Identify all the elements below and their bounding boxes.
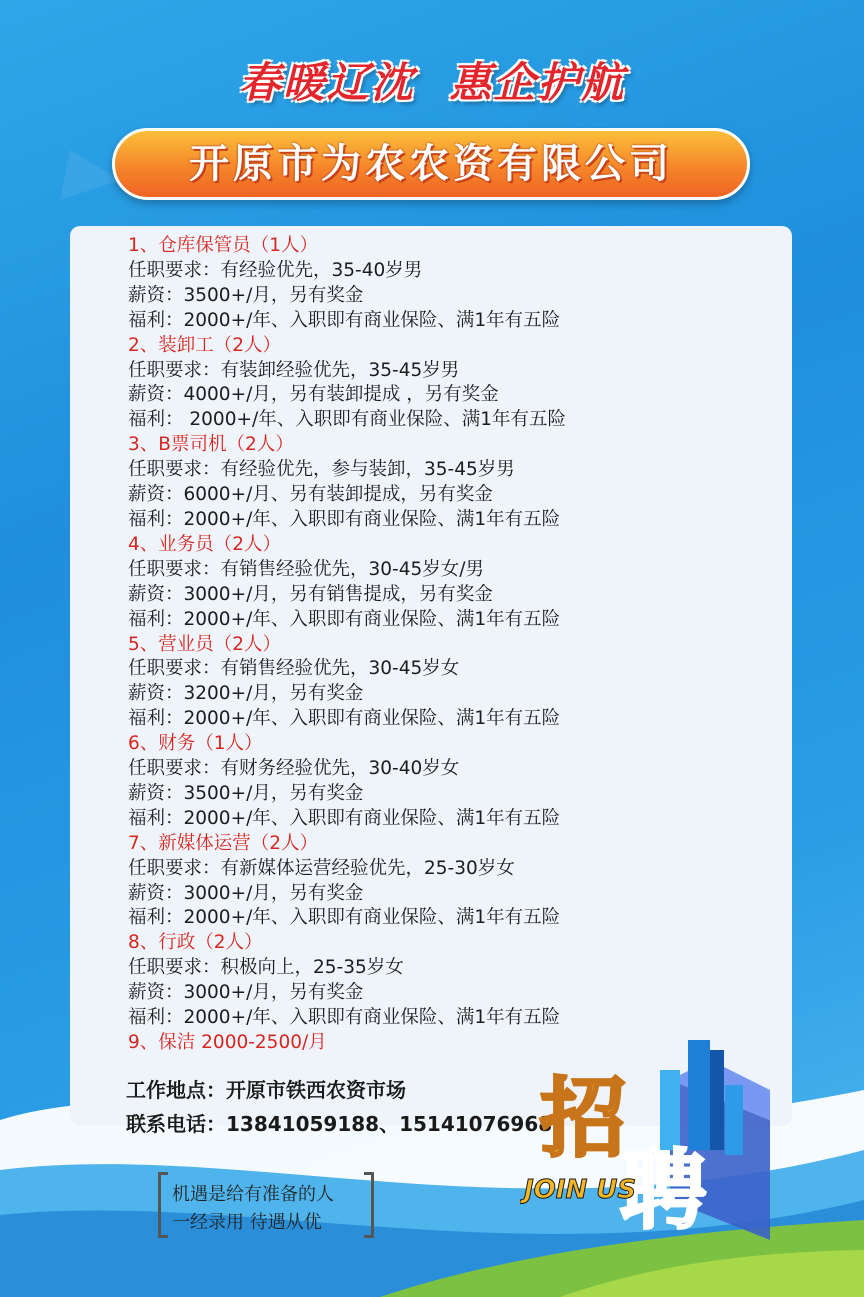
job-title: 8、行政（2人） <box>128 932 263 954</box>
contact-phone: 联系电话：13841059188、15141076968 <box>126 1112 553 1136</box>
job-item <box>128 732 788 832</box>
job-salary: 薪资：3200+/月，另有奖金 <box>128 683 364 705</box>
job-requirement: 任职要求：有财务经验优先，30-40岁女 <box>128 758 460 780</box>
job-salary: 薪资：3500+/月，另有奖金 <box>128 782 364 804</box>
recruit-char-1: 招 <box>540 1069 626 1169</box>
job-benefit: 福利：2000+/年、入职即有商业保险、满1年有五险 <box>128 309 561 331</box>
job-item <box>128 533 788 633</box>
job-salary: 薪资：3000+/月，另有奖金 <box>128 982 364 1004</box>
job-title: 5、营业员（2人） <box>128 633 282 655</box>
company-banner <box>112 128 750 200</box>
job-item <box>128 234 788 334</box>
job-title: 3、B票司机（2人） <box>128 434 294 456</box>
job-title: 7、新媒体运营（2人） <box>128 832 319 854</box>
join-us-text: JOIN US <box>524 1175 637 1205</box>
recruit-graphic <box>520 1030 780 1260</box>
job-title: 4、业务员（2人） <box>128 533 282 555</box>
left-bracket-decoration <box>158 1172 168 1238</box>
recruit-char-2: 聘 <box>620 1141 706 1241</box>
job-requirement: 任职要求：有销售经验优先，30-45岁女 <box>128 658 460 680</box>
job-requirement: 任职要求：有经验优先，参与装卸，35-45岁男 <box>128 459 515 481</box>
job-salary: 薪资：6000+/月、另有装卸提成，另有奖金 <box>128 484 493 506</box>
job-item <box>128 832 788 932</box>
job-benefit: 福利：2000+/年、入职即有商业保险、满1年有五险 <box>128 907 561 929</box>
job-salary: 薪资：3000+/月，另有奖金 <box>128 882 364 904</box>
job-salary: 薪资：3000+/月，另有销售提成，另有奖金 <box>128 583 493 605</box>
job-benefit: 福利：2000+/年、入职即有商业保险、满1年有五险 <box>128 708 561 730</box>
slogan-line-2: 一经录用 待遇从优 <box>172 1212 322 1233</box>
job-list <box>128 234 788 1056</box>
job-title-cleaner: 9、保洁 2000-2500/月 <box>128 1032 327 1053</box>
job-title: 2、装卸工（2人） <box>128 334 282 356</box>
job-title: 6、财务（1人） <box>128 733 263 755</box>
job-requirement: 任职要求：有新媒体运营经验优先，25-30岁女 <box>128 857 515 879</box>
job-salary: 薪资：4000+/月，另有装卸提成 ，另有奖金 <box>128 384 499 406</box>
job-item <box>128 433 788 533</box>
job-item <box>128 633 788 733</box>
job-benefit: 福利：2000+/年、入职即有商业保险、满1年有五险 <box>128 1007 561 1029</box>
job-item <box>128 334 788 434</box>
company-name: 开原市为农农资有限公司 <box>189 141 673 187</box>
job-benefit: 福利： 2000+/年、入职即有商业保险、满1年有五险 <box>128 409 566 431</box>
job-benefit: 福利：2000+/年、入职即有商业保险、满1年有五险 <box>128 807 561 829</box>
job-requirement: 任职要求：有销售经验优先，30-45岁女/男 <box>128 558 484 580</box>
job-requirement: 任职要求：有装卸经验优先，35-45岁男 <box>128 359 460 381</box>
job-requirement: 任职要求：积极向上，25-35岁女 <box>128 957 404 979</box>
job-title: 1、仓库保管员（1人） <box>128 235 319 256</box>
job-item <box>128 931 788 1031</box>
slogan-line-1: 机遇是给有准备的人 <box>172 1184 334 1205</box>
work-address: 工作地点：开原市铁西农资市场 <box>126 1078 406 1102</box>
right-bracket-decoration <box>364 1172 374 1238</box>
job-benefit: 福利：2000+/年、入职即有商业保险、满1年有五险 <box>128 608 561 630</box>
headline: 春暖辽沈 惠企护航 <box>238 58 626 107</box>
job-requirement: 任职要求：有经验优先，35-40岁男 <box>128 259 423 281</box>
job-benefit: 福利：2000+/年、入职即有商业保险、满1年有五险 <box>128 508 561 530</box>
slogan-box <box>158 1172 374 1238</box>
job-salary: 薪资：3500+/月，另有奖金 <box>128 284 364 306</box>
